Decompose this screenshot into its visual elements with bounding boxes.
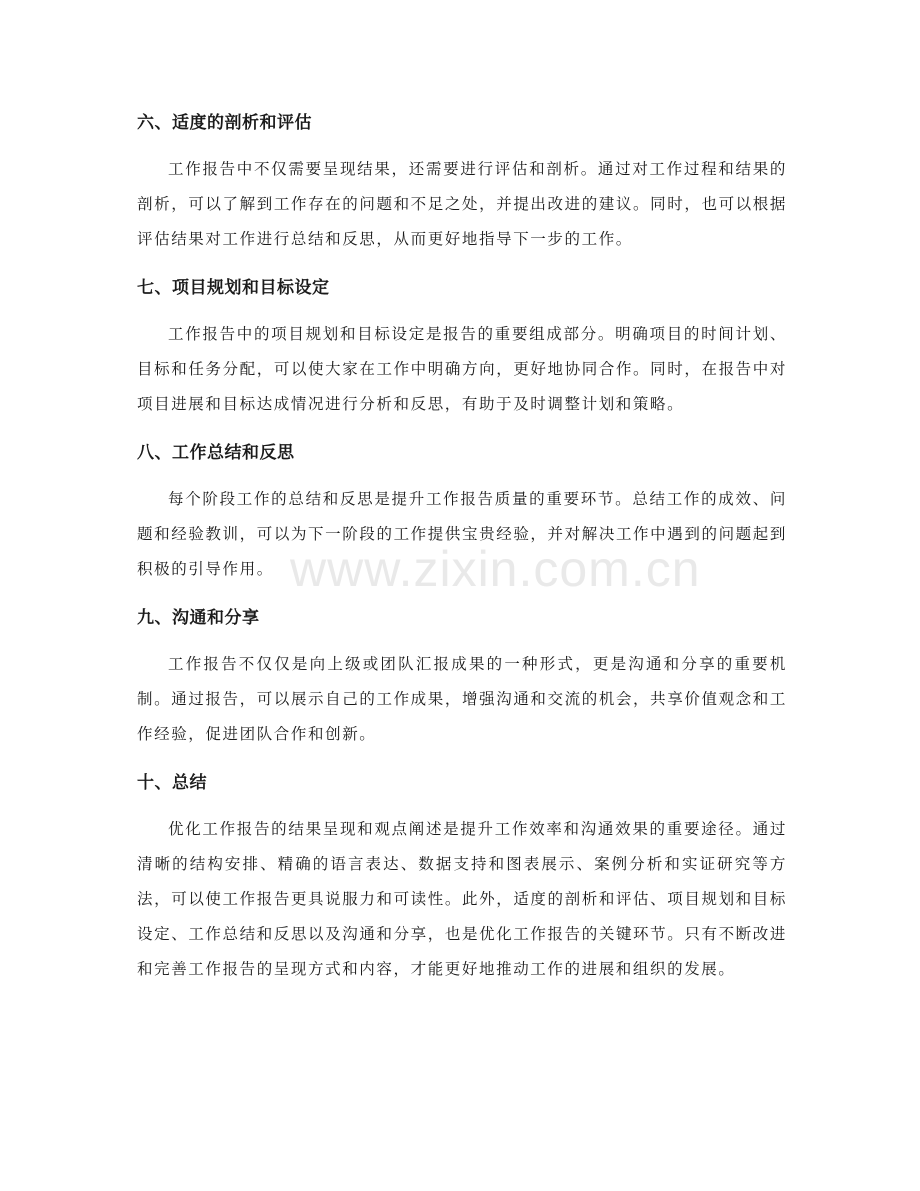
section-body-10: 优化工作报告的结果呈现和观点阐述是提升工作效率和沟通效果的重要途径。通过清晰的结构安排、精确的语言表达、数据支持和图表展示、案例分析和实证研究等方法，可以使工作报告更具说服力和可读性。此外，适度的剖析和评估、项目规划和目标设定、工作总结和反思以及沟通和分享，也是优化工作报告的关键环节。只有不断改进和完善工作报告的呈现方式和内容，才能更好地推动工作的进展和组织的发展。 [137,820,787,978]
section-body-9: 工作报告不仅仅是向上级或团队汇报成果的一种形式，更是沟通和分享的重要机制。通过报告，可以展示自己的工作成果，增强沟通和交流的机会，共享价值观念和工作经验，促进团队合作和创新。 [137,655,787,743]
section-title-7: 七、项目规划和目标设定 [137,278,330,298]
section-body-6: 工作报告中不仅需要呈现结果，还需要进行评估和剖析。通过对工作过程和结果的剖析，可以了解到工作存在的问题和不足之处，并提出改进的建议。同时，也可以根据评估结果对工作进行总结和反思，从而更好地指导下一步的工作。 [137,160,787,248]
section-body-8: 每个阶段工作的总结和反思是提升工作报告质量的重要环节。总结工作的成效、问题和经验教训，可以为下一阶段的工作提供宝贵经验，并对解决工作中遇到的问题起到积极的引导作用。 [137,490,787,578]
watermark: www.zixin.com.cn [290,541,701,597]
section-body-7: 工作报告中的项目规划和目标设定是报告的重要组成部分。明确项目的时间计划、目标和任务分配，可以使大家在工作中明确方向，更好地协同合作。同时，在报告中对项目进展和目标达成情况进行分析和反思，有助于及时调整计划和策略。 [137,325,787,413]
section-title-10: 十、总结 [137,773,207,793]
section-title-9: 九、沟通和分享 [137,608,260,628]
section-title-8: 八、工作总结和反思 [137,443,295,463]
document-content [137,108,787,1003]
section-title-6: 六、适度的剖析和评估 [137,113,312,133]
